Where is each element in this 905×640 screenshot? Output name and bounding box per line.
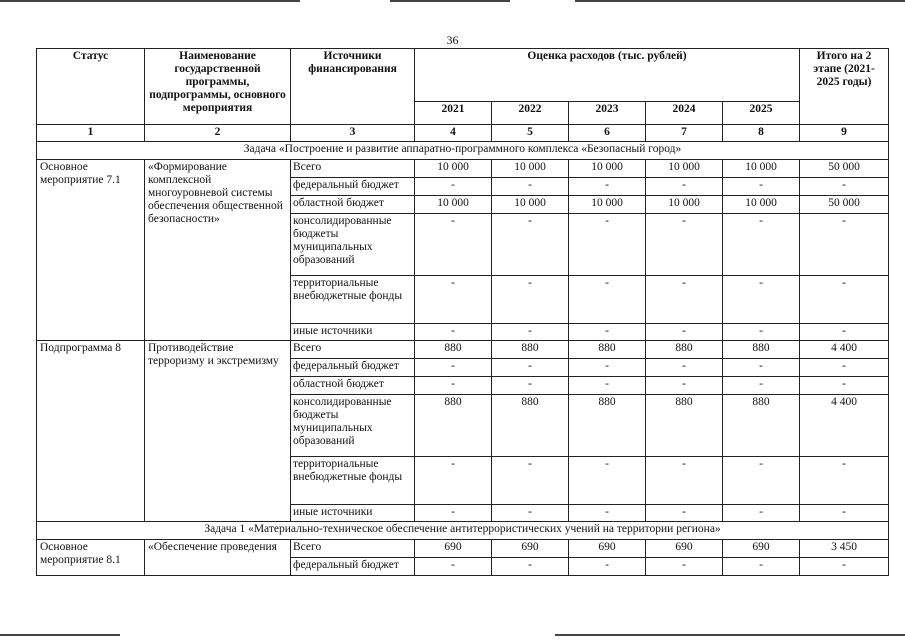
col-number: 7 xyxy=(646,125,723,142)
scan-edge-top-right xyxy=(575,0,905,2)
col-number: 8 xyxy=(723,125,800,142)
value-cell: 880 xyxy=(646,395,723,457)
value-cell: - xyxy=(569,359,646,377)
header-total: Итого на 2 этапе (2021-2025 годы) xyxy=(800,49,889,125)
total-cell: 50 000 xyxy=(800,160,889,178)
value-cell: 10 000 xyxy=(646,196,723,214)
value-cell: - xyxy=(569,214,646,276)
value-cell: - xyxy=(492,276,569,324)
value-cell: - xyxy=(415,558,492,576)
table-row xyxy=(37,341,889,359)
source-cell: федеральный бюджет xyxy=(291,359,415,377)
value-cell: - xyxy=(646,377,723,395)
col-number: 5 xyxy=(492,125,569,142)
task-row xyxy=(37,522,889,540)
total-cell: - xyxy=(800,505,889,522)
source-cell: областной бюджет xyxy=(291,196,415,214)
value-cell: - xyxy=(723,377,800,395)
value-cell: - xyxy=(492,377,569,395)
value-cell: - xyxy=(569,505,646,522)
value-cell: - xyxy=(569,558,646,576)
value-cell: 880 xyxy=(723,395,800,457)
col-number: 3 xyxy=(291,125,415,142)
value-cell: - xyxy=(723,276,800,324)
header-year: 2023 xyxy=(569,102,646,125)
total-cell: - xyxy=(800,457,889,505)
value-cell: 880 xyxy=(646,341,723,359)
value-cell: - xyxy=(415,276,492,324)
source-cell: консолидированные бюджеты муниципальных образований xyxy=(291,214,415,276)
value-cell: - xyxy=(646,505,723,522)
value-cell: - xyxy=(646,214,723,276)
header-status: Статус xyxy=(37,49,145,125)
value-cell: 690 xyxy=(492,540,569,558)
value-cell: - xyxy=(646,457,723,505)
value-cell: - xyxy=(723,359,800,377)
status-cell: Основное мероприятие 8.1 xyxy=(37,540,145,576)
source-cell: Всего xyxy=(291,540,415,558)
value-cell: - xyxy=(569,377,646,395)
source-cell: иные источники xyxy=(291,324,415,341)
col-number: 6 xyxy=(569,125,646,142)
value-cell: 880 xyxy=(569,395,646,457)
budget-table xyxy=(36,48,889,576)
value-cell: - xyxy=(723,324,800,341)
total-cell: - xyxy=(800,359,889,377)
value-cell: - xyxy=(569,324,646,341)
value-cell: - xyxy=(569,178,646,196)
source-cell: территориальные внебюджетные фонды xyxy=(291,457,415,505)
value-cell: 690 xyxy=(415,540,492,558)
table-row xyxy=(37,160,889,178)
value-cell: 10 000 xyxy=(723,160,800,178)
scan-edge-bottom-left xyxy=(0,634,120,636)
source-cell: иные источники xyxy=(291,505,415,522)
col-number: 2 xyxy=(145,125,291,142)
value-cell: - xyxy=(723,505,800,522)
value-cell: 690 xyxy=(569,540,646,558)
value-cell: - xyxy=(492,505,569,522)
header-year: 2025 xyxy=(723,102,800,125)
value-cell: 690 xyxy=(723,540,800,558)
col-number: 1 xyxy=(37,125,145,142)
value-cell: - xyxy=(723,558,800,576)
col-number: 9 xyxy=(800,125,889,142)
value-cell: - xyxy=(415,324,492,341)
value-cell: - xyxy=(415,505,492,522)
task-title: Задача 1 «Материально-техническое обеспечение антитеррористических учений на территории региона» xyxy=(37,522,889,540)
total-cell: 3 450 xyxy=(800,540,889,558)
value-cell: 690 xyxy=(646,540,723,558)
value-cell: - xyxy=(646,558,723,576)
source-cell: территориальные внебюджетные фонды xyxy=(291,276,415,324)
value-cell: - xyxy=(415,178,492,196)
value-cell: 880 xyxy=(415,341,492,359)
total-cell: - xyxy=(800,324,889,341)
table-row xyxy=(37,540,889,558)
total-cell: 4 400 xyxy=(800,395,889,457)
name-cell: Противодействие терроризму и экстремизму xyxy=(145,341,291,522)
value-cell: - xyxy=(569,276,646,324)
value-cell: 880 xyxy=(415,395,492,457)
source-cell: областной бюджет xyxy=(291,377,415,395)
value-cell: - xyxy=(415,457,492,505)
scan-edge-top-mid xyxy=(390,0,510,2)
value-cell: 10 000 xyxy=(492,160,569,178)
status-cell: Основное мероприятие 7.1 xyxy=(37,160,145,341)
header-year: 2021 xyxy=(415,102,492,125)
page-number: 36 xyxy=(446,33,459,47)
value-cell: - xyxy=(646,276,723,324)
value-cell: 10 000 xyxy=(415,196,492,214)
name-cell: «Формирование комплексной многоуровневой системы обеспечения общественной безопасности» xyxy=(145,160,291,341)
value-cell: 10 000 xyxy=(415,160,492,178)
source-cell: федеральный бюджет xyxy=(291,178,415,196)
scan-edge-bottom-right xyxy=(555,634,905,636)
value-cell: - xyxy=(492,558,569,576)
status-cell: Подпрограмма 8 xyxy=(37,341,145,522)
source-cell: консолидированные бюджеты муниципальных образований xyxy=(291,395,415,457)
header-year: 2024 xyxy=(646,102,723,125)
total-cell: - xyxy=(800,276,889,324)
value-cell: - xyxy=(646,359,723,377)
value-cell: - xyxy=(569,457,646,505)
value-cell: - xyxy=(492,214,569,276)
total-cell: - xyxy=(800,377,889,395)
header-costs: Оценка расходов (тыс. рублей) xyxy=(415,49,800,102)
value-cell: - xyxy=(415,214,492,276)
total-cell: 4 400 xyxy=(800,341,889,359)
value-cell: - xyxy=(723,178,800,196)
task-title: Задача «Построение и развитие аппаратно-программного комплекса «Безопасный город» xyxy=(37,142,889,160)
total-cell: - xyxy=(800,178,889,196)
value-cell: 10 000 xyxy=(569,160,646,178)
value-cell: - xyxy=(492,324,569,341)
total-cell: - xyxy=(800,558,889,576)
total-cell: 50 000 xyxy=(800,196,889,214)
value-cell: - xyxy=(415,377,492,395)
scan-edge-top-left xyxy=(0,0,300,2)
table-header xyxy=(37,49,889,142)
value-cell: - xyxy=(723,457,800,505)
task-row xyxy=(37,142,889,160)
name-cell: «Обеспечение проведения xyxy=(145,540,291,576)
value-cell: - xyxy=(723,214,800,276)
value-cell: - xyxy=(415,359,492,377)
value-cell: 10 000 xyxy=(723,196,800,214)
value-cell: 10 000 xyxy=(646,160,723,178)
header-sources: Источники финансирования xyxy=(291,49,415,125)
value-cell: - xyxy=(492,457,569,505)
total-cell: - xyxy=(800,214,889,276)
header-year: 2022 xyxy=(492,102,569,125)
col-number: 4 xyxy=(415,125,492,142)
source-cell: Всего xyxy=(291,341,415,359)
header-name: Наименование государственной программы, подпрограммы, основного мероприятия xyxy=(145,49,291,125)
value-cell: - xyxy=(646,324,723,341)
source-cell: федеральный бюджет xyxy=(291,558,415,576)
value-cell: - xyxy=(646,178,723,196)
value-cell: 880 xyxy=(492,341,569,359)
value-cell: 880 xyxy=(723,341,800,359)
value-cell: - xyxy=(492,359,569,377)
value-cell: 10 000 xyxy=(492,196,569,214)
value-cell: 880 xyxy=(492,395,569,457)
value-cell: 880 xyxy=(569,341,646,359)
source-cell: Всего xyxy=(291,160,415,178)
value-cell: - xyxy=(492,178,569,196)
value-cell: 10 000 xyxy=(569,196,646,214)
